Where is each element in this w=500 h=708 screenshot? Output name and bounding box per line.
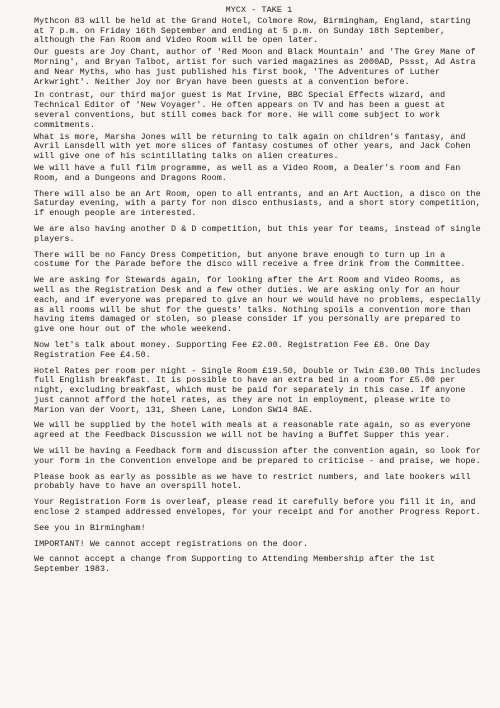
paragraph-membership-change: We cannot accept a change from Supporting to Attending Membership after the 1st September 1983. [34, 554, 435, 575]
paragraph-see-you: See you in Birmingham! [34, 522, 146, 533]
paragraph-fees: Now let's talk about money. Supporting Fee £2.00. Registration Fee £8. One Day Registration Fee £4.50. [34, 339, 430, 360]
paragraph-registration-form: Your Registration Form is overleaf, please read it carefully before you fill it in, and enclose 2 stamped addressed envelopes, for your receipt and for another Progress Report. [34, 497, 481, 518]
paragraph-feedback: We will be having a Feedback form and discussion after the convention again, so look for your form in the Convention envelope and be prepared to criticise - and praise, we hope. [34, 446, 481, 466]
document-title: MYCX - TAKE 1 [225, 5, 293, 15]
paragraph-programme: We will have a full film programme, as well as a Video Room, a Dealer's room and Fan Room, and a Dungeons and Dragons Room. [34, 162, 461, 183]
paragraph-meals: We will be supplied by the hotel with meals at a reasonable rate again, so as everyone agreed at the Feedback Discussion we will not be having a Buffet Supper this year. [34, 420, 471, 441]
paragraph-booking: Please book as early as possible as we have to restrict numbers, and late bookers will probably have to have an overspill hotel. [34, 471, 471, 492]
paragraph-important: IMPORTANT! We cannot accept registrations on the door. [34, 538, 309, 549]
paragraph-third-guest: In contrast, our third major guest is Mat Irvine, BBC Special Effects wizard, and Technical Editor of 'New Voyager'. He often appears on TV and has been a guest at several conventions, but still comes back for more. He will come subject to work commitments. [34, 90, 446, 130]
paragraph-speakers: What is more, Marsha Jones will be returning to talk again on children's fantasy, and Avril Lansdell with yet more slices of fantasy costumes of other years, and Jack Cohen will give one of his scintillating talks on alien creatures. [34, 131, 471, 162]
paragraph-guests: Our guests are Joy Chant, author of 'Red Moon and Black Mountain' and 'The Grey Mane of Morning', and Bryan Talbot, artist for such varied magazines as 2000AD, Pssst, Ad Astra and Near Myths, who has just published his first book, 'The Adventures of Luther Arkwright'. Neither Joy nor Bryan have been guests at a convention before. [34, 47, 476, 87]
paragraph-fancy-dress: There will be no Fancy Dress Competition, but anyone brave enough to turn up in a costume for the Parade before the disco will receive a free drink from the Committee. [34, 249, 466, 270]
paragraph-art-room: There will also be an Art Room, open to all entrants, and an Art Auction, a disco on the Saturday evening, with a party for non disco enthusiasts, and a short story competition, if enough people are interested. [34, 188, 481, 219]
paragraph-dnd-competition: We are also having another D & D competition, but this year for teams, instead of single players. [34, 223, 481, 244]
paragraph-venue: Mythcon 83 will be held at the Grand Hotel, Colmore Row, Birmingham, England, starting at 7 p.m. on Friday 16th September and ending at 5 p.m. on Sunday 18th September, although the Fan Room and Video Room will be open later. [34, 15, 471, 46]
paragraph-stewards: We are asking for Stewards again, for looking after the Art Room and Video Rooms, as well as the Registration Desk and a few other duties. We are asking only for an hour each, and if everyone was prepared to give an hour we would have no problems, especially as all rooms will be shut for the guests' talks. Nothing spoils a convention more than having items damaged or stolen, so please consider if you personally are prepared to give one hour out of the whole weekend. [34, 275, 481, 335]
paragraph-hotel-rates: Hotel Rates per room per night - Single Room £19.50, Double or Twin £30.00 This includes full English breakfast. It is possible to have an extra bed in a room for £5.00 per night, excluding breakfast, which must be paid for separately in this case. If anyone just cannot afford the hotel rates, as they are not in employment, please write to Marion van der Voort, 131, Sheen Lane, London SW14 8AE. [34, 365, 481, 415]
